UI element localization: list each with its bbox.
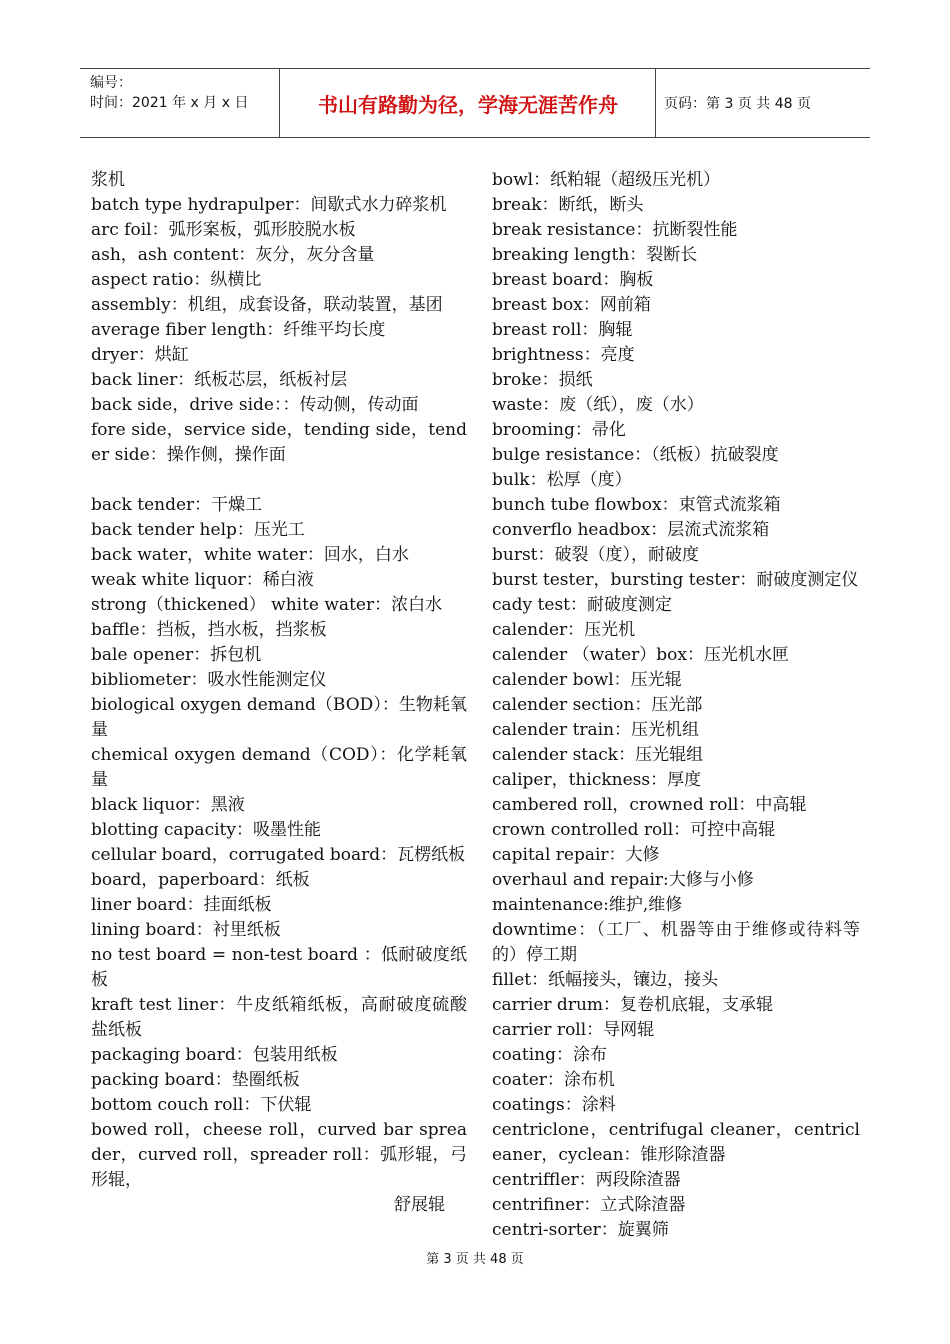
glossary-entry: centriffler：两段除渣器 — [492, 1170, 681, 1190]
glossary-entry: maintenance:维护,维修 — [492, 895, 683, 915]
date-line: 时间：2021 年 x 月 x 日 — [90, 95, 249, 111]
glossary-entry: biological oxygen demand（BOD）：生物耗氧量 — [91, 695, 467, 740]
glossary-entry: carrier drum：复卷机底辊，支承辊 — [492, 995, 774, 1015]
glossary-entry: centrifiner：立式除渣器 — [492, 1195, 686, 1215]
glossary-entry: blotting capacity：吸墨性能 — [91, 820, 321, 840]
glossary-entry: assembly：机组，成套设备，联动装置，基团 — [91, 295, 443, 315]
glossary-entry: breast board：胸板 — [492, 270, 654, 290]
glossary-entry: coating：涂布 — [492, 1045, 607, 1065]
glossary-entry: centri-sorter：旋翼筛 — [492, 1220, 669, 1240]
glossary-entry: burst：破裂（度），耐破度 — [492, 545, 700, 565]
glossary-entry: breast roll：胸辊 — [492, 320, 633, 340]
glossary-entry: carrier roll：导网辊 — [492, 1020, 655, 1040]
glossary-column-right — [492, 168, 860, 1243]
glossary-entry: back tender help：压光工 — [91, 520, 305, 540]
page-header — [80, 68, 870, 138]
glossary-entry: lining board：衬里纸板 — [91, 920, 281, 940]
glossary-entry: bulk：松厚（度） — [492, 470, 632, 490]
glossary-entry: bowed roll，cheese roll，curved bar spreader，curved roll，spreader roll：弧形辊，弓形辊， — [91, 1120, 467, 1190]
glossary-entry: calender：压光机 — [492, 620, 636, 640]
glossary-entry: bibliometer：吸水性能测定仪 — [91, 670, 327, 690]
glossary-entry: downtime：（工厂、机器等由于维修或待料等的）停工期 — [492, 920, 860, 965]
glossary-entry: breaking length：裂断长 — [492, 245, 698, 265]
glossary-entry: calender train：压光机组 — [492, 720, 700, 740]
glossary-entry: 浆机 — [91, 170, 125, 190]
glossary-entry: 舒展辊 — [394, 1195, 445, 1215]
glossary-entry: packing board：垫圈纸板 — [91, 1070, 300, 1090]
glossary-entry: baffle：挡板，挡水板，挡浆板 — [91, 620, 327, 640]
glossary-entry: average fiber length：纤维平均长度 — [91, 320, 386, 340]
glossary-entry: capital repair：大修 — [492, 845, 660, 865]
glossary-entry: calender section：压光部 — [492, 695, 703, 715]
glossary-entry: ash，ash content：灰分，灰分含量 — [91, 245, 375, 265]
glossary-entry: aspect ratio：纵横比 — [91, 270, 262, 290]
glossary-column-left — [91, 168, 467, 1218]
glossary-entry: bulge resistance：（纸板）抗破裂度 — [492, 445, 779, 465]
glossary-entry: back liner：纸板芯层，纸板衬层 — [91, 370, 348, 390]
glossary-entry: cady test：耐破度测定 — [492, 595, 672, 615]
glossary-entry: crown controlled roll：可控中高辊 — [492, 820, 776, 840]
glossary-entry: back water，white water：回水，白水 — [91, 545, 409, 565]
glossary-entry: break：断纸，断头 — [492, 195, 644, 215]
header-motto: 书山有路勤为径，学海无涯苦作舟 — [281, 69, 656, 137]
glossary-entry: liner board：挂面纸板 — [91, 895, 272, 915]
glossary-entry: bottom couch roll：下伏辊 — [91, 1095, 312, 1115]
glossary-entry: breast box：网前箱 — [492, 295, 651, 315]
page-footer: 第 3 页 共 48 页 — [426, 1252, 524, 1267]
glossary-entry: broke：损纸 — [492, 370, 593, 390]
glossary-entry: coatings：涂料 — [492, 1095, 616, 1115]
glossary-entry: converflo headbox：层流式流浆箱 — [492, 520, 770, 540]
glossary-entry: waste：废（纸），废（水） — [492, 395, 704, 415]
glossary-entry: centriclone，centrifugal cleaner，centricleaner，cyclean：锥形除渣器 — [492, 1120, 860, 1165]
glossary-entry: weak white liquor：稀白液 — [91, 570, 314, 590]
glossary-entry: back tender：干燥工 — [91, 495, 263, 515]
header-meta — [80, 69, 280, 137]
glossary-entry: brightness：亮度 — [492, 345, 635, 365]
glossary-entry: calender （water）box：压光机水匣 — [492, 645, 789, 665]
glossary-entry: burst tester，bursting tester：耐破度测定仪 — [492, 570, 859, 590]
glossary-entry: overhaul and repair:大修与小修 — [492, 870, 754, 890]
glossary-entry: calender stack：压光辊组 — [492, 745, 704, 765]
glossary-entry: packaging board：包装用纸板 — [91, 1045, 338, 1065]
glossary-entry: strong（thickened） white water：浓白水 — [91, 595, 443, 615]
glossary-entry: caliper，thickness：厚度 — [492, 770, 702, 790]
glossary-entry: fore side，service side，tending side，tender side：操作侧，操作面 — [91, 420, 467, 465]
glossary-entry: back side，drive side：：传动侧，传动面 — [91, 395, 419, 415]
glossary-entry: board，paperboard：纸板 — [91, 870, 310, 890]
glossary-entry: batch type hydrapulper：间歇式水力碎浆机 — [91, 195, 447, 215]
glossary-entry: break resistance：抗断裂性能 — [492, 220, 738, 240]
serial-label: 编号： — [90, 75, 132, 91]
glossary-entry: brooming：帚化 — [492, 420, 626, 440]
glossary-entry: fillet：纸幅接头，镶边，接头 — [492, 970, 719, 990]
glossary-entry: kraft test liner：牛皮纸箱纸板，高耐破度硫酸盐纸板 — [91, 995, 467, 1040]
glossary-entry: coater：涂布机 — [492, 1070, 615, 1090]
header-page-info: 页码：第 3 页 共 48 页 — [664, 96, 811, 112]
glossary-entry: cambered roll，crowned roll：中高辊 — [492, 795, 807, 815]
glossary-entry — [91, 468, 467, 493]
glossary-entry: cellular board，corrugated board：瓦楞纸板 — [91, 845, 466, 865]
glossary-entry: bale opener：拆包机 — [91, 645, 262, 665]
glossary-entry: dryer：烘缸 — [91, 345, 189, 365]
glossary-entry: calender bowl：压光辊 — [492, 670, 682, 690]
glossary-entry: arc foil：弧形案板，弧形胶脱水板 — [91, 220, 356, 240]
glossary-entry: black liquor：黑液 — [91, 795, 245, 815]
glossary-entry: no test board = non-test board ：低耐破度纸板 — [91, 945, 467, 990]
glossary-entry: bunch tube flowbox：束管式流浆箱 — [492, 495, 781, 515]
glossary-entry: chemical oxygen demand（COD）：化学耗氧量 — [91, 745, 467, 790]
glossary-entry: bowl：纸粕辊（超级压光机） — [492, 170, 721, 190]
